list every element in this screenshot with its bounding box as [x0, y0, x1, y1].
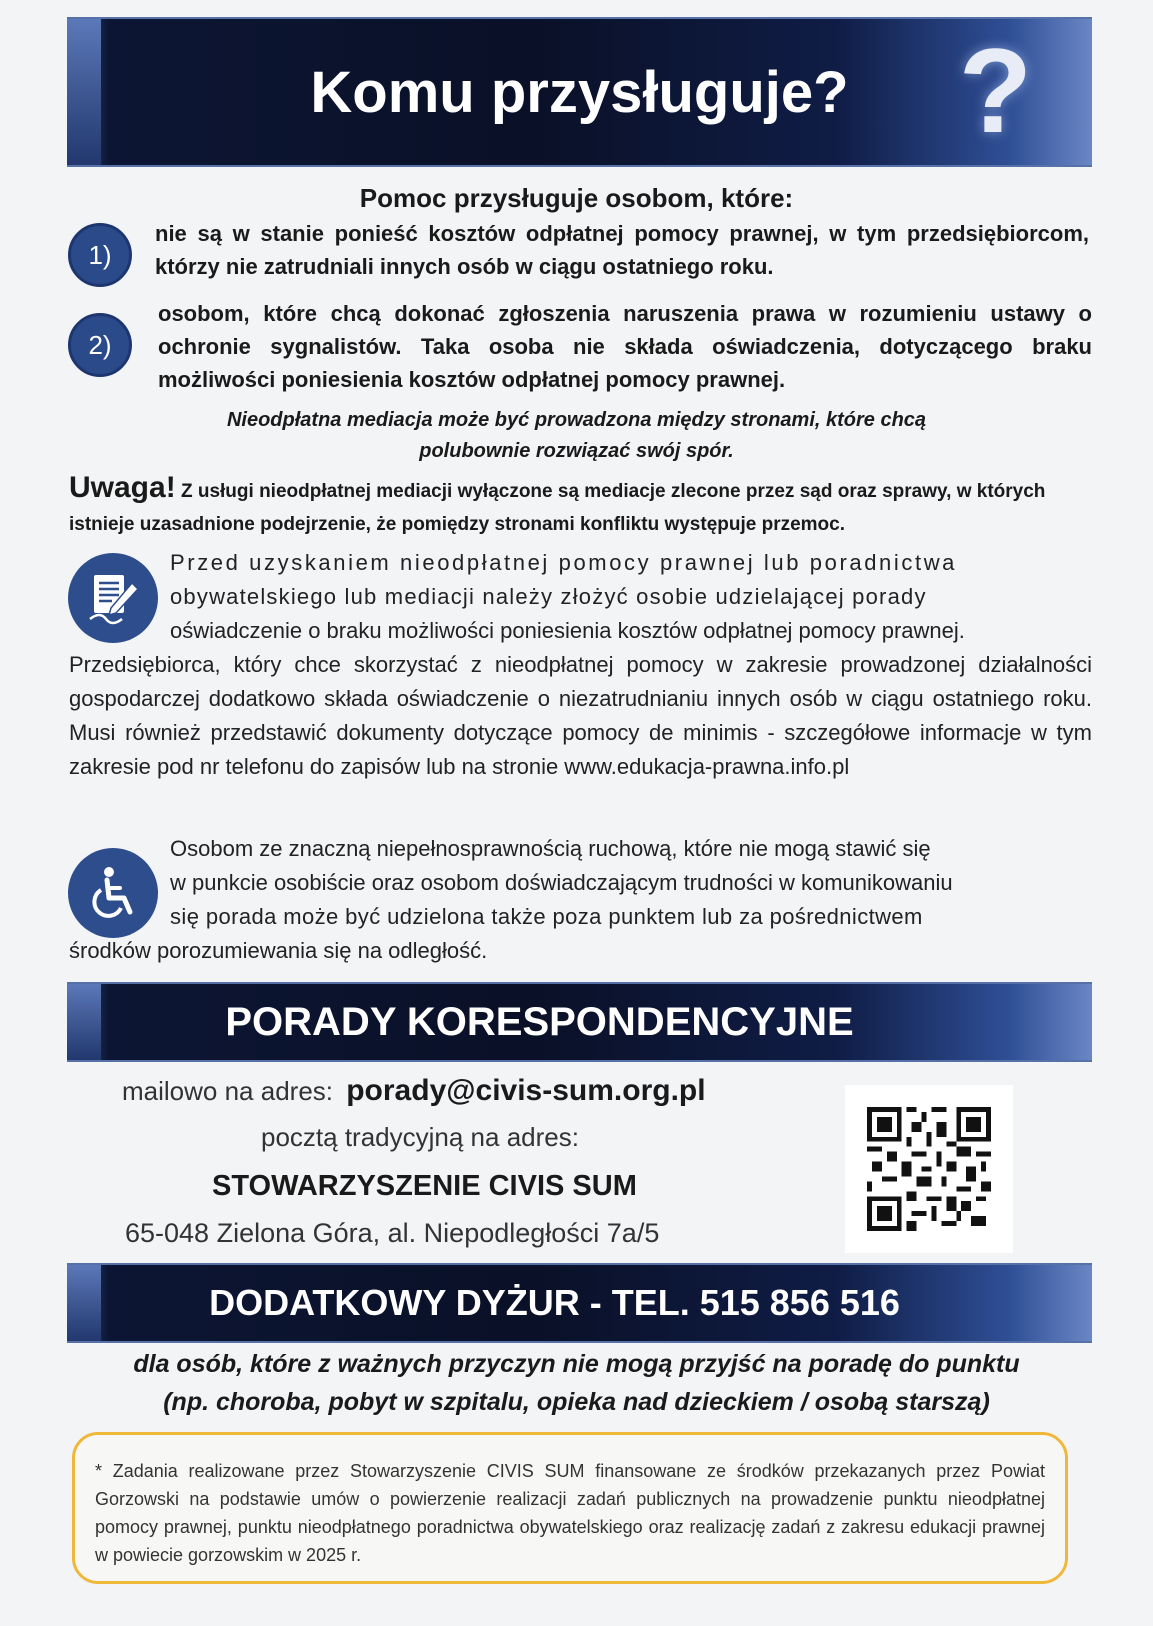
banner-stripe: [67, 19, 101, 165]
warning-block: [69, 471, 1099, 541]
number-badge-1: 1): [68, 223, 132, 287]
banner-stripe: [67, 984, 101, 1060]
organization-name: STOWARZYSZENIE CIVIS SUM: [212, 1170, 637, 1202]
declaration-rest: Przedsiębiorca, który chce skorzystać z nieodpłatnej pomocy w zakresie prowadzonej działalności gospodarczej dodatkowo składa oświadczenie o niezatrudnianiu innych osób w ciągu ostatniego roku. Musi również przedstawić dokumenty dotyczące pomocy de minimis - szczegółowe informacje w tym zakresie pod nr telefonu do zapisów lub na stronie www.edukacja-prawna.info.pl: [69, 652, 1092, 779]
item-2-text: osobom, które chcą dokonać zgłoszenia naruszenia prawa w rozumieniu ustawy o ochronie sygnalistów. Taka osoba nie składa oświadczenia, dotyczącego braku możliwości poniesienia kosztów odpłatnej pomocy prawnej.: [158, 301, 1092, 392]
title-banner: [67, 17, 1092, 167]
correspondence-heading: PORADY KORESPONDENCYJNE: [225, 999, 854, 1044]
warning-text: Z usługi nieodpłatnej mediacji wyłączone są mediacje zlecone przez sąd oraz sprawy, w których istnieje uzasadnione podejrzenie, że pomiędzy stronami konfliktu występuje przemoc.: [69, 481, 1046, 535]
extra-duty-line-1: dla osób, które z ważnych przyczyn nie mogą przyjść na poradę do punktu: [133, 1350, 1020, 1378]
mediation-note-line-1: Nieodpłatna mediacja może być prowadzona między stronami, które chcą: [226, 409, 927, 431]
qr-code-icon[interactable]: [845, 1085, 1013, 1253]
document-signing-icon: [68, 553, 158, 643]
item-1-text: nie są w stanie ponieść kosztów odpłatnej pomocy prawnej, w tym przedsiębiorcom, którzy nie zatrudniali innych osób w ciągu ostatniego roku.: [155, 221, 1089, 279]
correspondence-banner: [67, 982, 1092, 1062]
extra-duty-heading: DODATKOWY DYŻUR - TEL. 515 856 516: [209, 1282, 900, 1323]
question-mark-icon: ?: [958, 24, 1032, 158]
declaration-line-1: Przed uzyskaniem nieodpłatnej pomocy prawnej lub poradnictwa: [170, 550, 958, 575]
extra-duty-banner: [67, 1263, 1092, 1343]
warning-label: Uwaga!: [69, 471, 176, 504]
declaration-line-3: oświadczenie o braku możliwości poniesienia kosztów odpłatnej pomocy prawnej.: [170, 618, 965, 643]
mediation-note-line-2: polubownie rozwiązać swój spór.: [419, 440, 734, 462]
postal-address: 65-048 Zielona Góra, al. Niepodległości 7a/5: [125, 1218, 660, 1248]
post-label: pocztą tradycyjną na adres:: [261, 1122, 579, 1152]
disability-line-4: środków porozumiewania się na odległość.: [69, 938, 488, 963]
extra-duty-line-2: (np. choroba, pobyt w szpitalu, opieka nad dzieckiem / osobą starszą): [163, 1388, 990, 1416]
email-row: [122, 1074, 706, 1108]
disability-line-3: się porada może być udzielona także poza punktem lub za pośrednictwem: [170, 904, 923, 929]
funding-note-text: * Zadania realizowane przez Stowarzyszenie CIVIS SUM finansowane ze środków przekazanych przez Powiat Gorzowski na podstawie umów o powierzenie realizacji zadań publicznych na prowadzenie punktu nieodpłatnej pomocy prawnej, punktu nieodpłatnego poradnictwa obywatelskiego oraz realizację zadań z zakresu edukacji prawnej w powiecie gorzowskim w 2025 r.: [95, 1461, 1045, 1565]
page-title: Komu przysługuje?: [310, 59, 849, 125]
banner-stripe: [67, 1265, 101, 1341]
wheelchair-icon: [68, 848, 158, 938]
disability-line-1: Osobom ze znaczną niepełnosprawnością ruchową, które nie mogą stawić się: [170, 836, 931, 861]
declaration-line-2: obywatelskiego lub mediacji należy złożyć osobie udzielającej porady: [170, 584, 927, 609]
funding-note-box: [72, 1432, 1068, 1584]
email-link[interactable]: porady@civis-sum.org.pl: [346, 1074, 706, 1107]
disability-line-2: w punkcie osobiście oraz osobom doświadczającym trudności w komunikowaniu: [170, 870, 953, 895]
email-label: mailowo na adres:: [122, 1076, 333, 1106]
number-badge-2: 2): [68, 313, 132, 377]
intro-heading: Pomoc przysługuje osobom, które:: [359, 183, 794, 213]
